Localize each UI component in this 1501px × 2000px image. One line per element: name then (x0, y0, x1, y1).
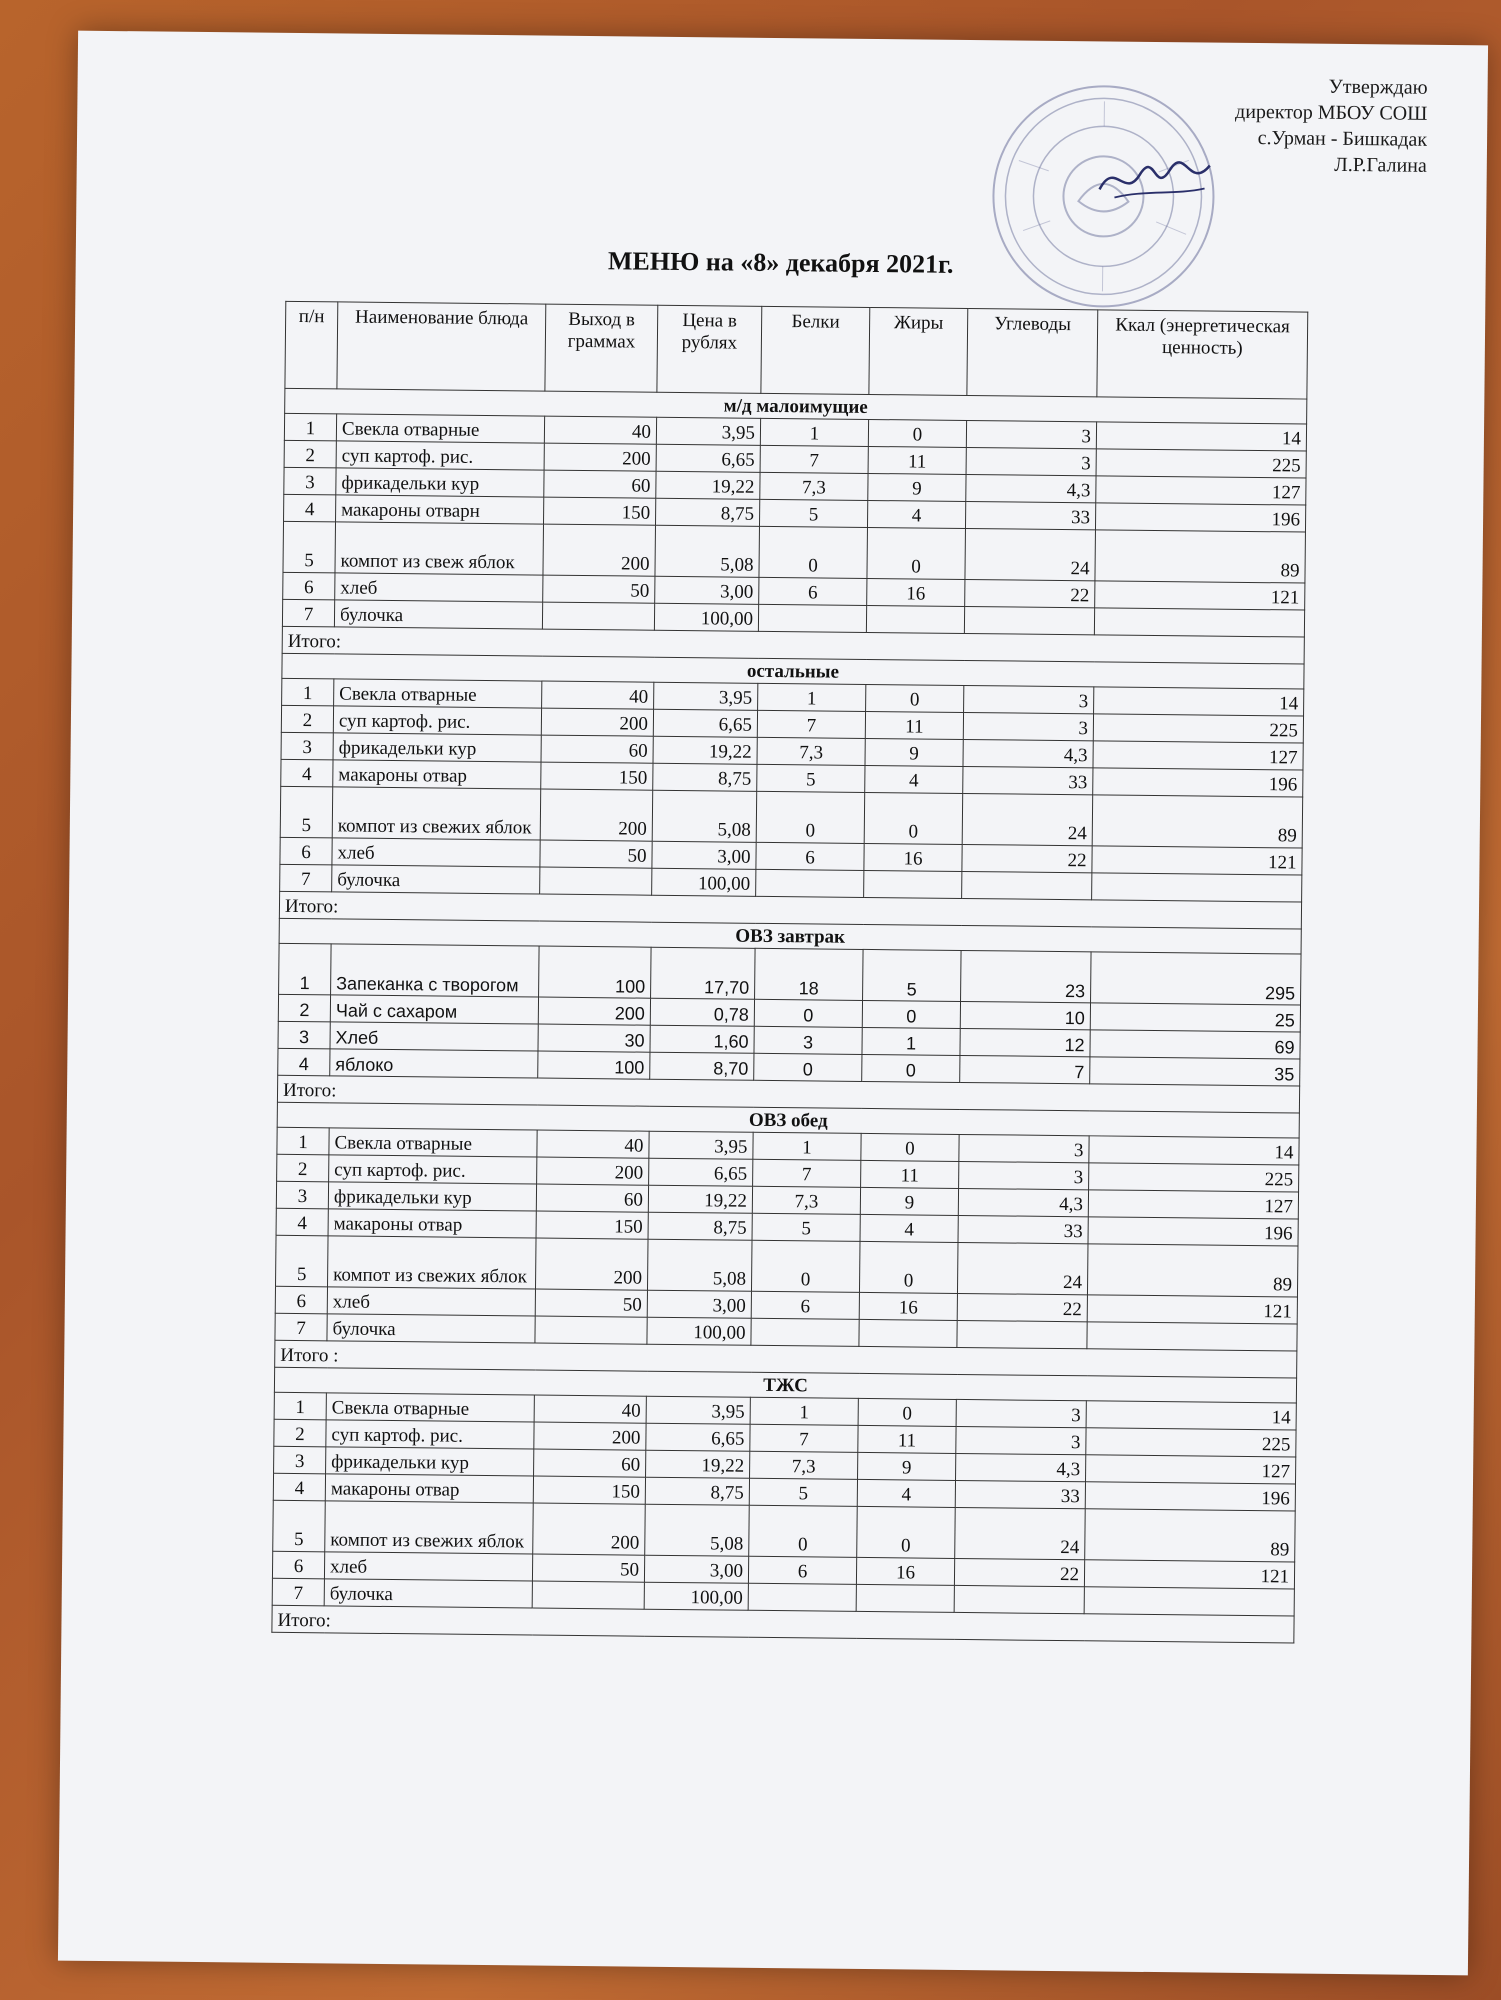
cell-carbs: 4,3 (963, 739, 1093, 767)
approval-line: директор МБОУ СОШ (1234, 100, 1428, 125)
cell-fat: 11 (868, 446, 966, 474)
cell-protein: 0 (759, 526, 868, 578)
cell-num: 3 (281, 732, 333, 760)
cell-price: 8,75 (648, 1212, 752, 1240)
cell-carbs: 3 (956, 1399, 1086, 1427)
header-kcal: Ккал (энергетическая ценность) (1097, 310, 1308, 399)
cell-num: 2 (277, 1154, 329, 1182)
cell-fat: 11 (858, 1425, 956, 1453)
cell-weight: 50 (540, 840, 652, 868)
header-carbs: Углеводы (967, 309, 1098, 397)
cell-kcal: 127 (1086, 1455, 1296, 1484)
cell-name: суп картоф. рис. (333, 706, 541, 735)
cell-protein: 5 (749, 1478, 857, 1506)
cell-protein (748, 1583, 856, 1611)
cell-num: 7 (282, 599, 334, 627)
cell-kcal (1092, 873, 1302, 902)
cell-fat: 16 (867, 578, 965, 606)
cell-carbs: 33 (955, 1480, 1085, 1508)
cell-name: хлеб (327, 1287, 535, 1316)
cell-protein: 5 (759, 499, 867, 527)
cell-fat (859, 1319, 957, 1347)
cell-num: 3 (284, 467, 336, 495)
cell-carbs: 24 (957, 1242, 1088, 1294)
cell-name: хлеб (324, 1552, 532, 1581)
cell-weight: 30 (538, 1024, 650, 1052)
section-title: м/д малоимущие (285, 388, 1307, 424)
cell-name: булочка (334, 600, 542, 629)
cell-fat: 5 (863, 949, 962, 1001)
cell-name: фрикадельки кур (333, 733, 541, 762)
cell-num: 1 (274, 1392, 326, 1420)
cell-kcal: 25 (1090, 1003, 1300, 1032)
cell-kcal: 89 (1092, 795, 1303, 848)
total-label: Итого: (277, 1075, 1299, 1113)
cell-fat: 4 (865, 765, 963, 793)
cell-weight: 200 (541, 708, 653, 736)
cell-weight: 200 (534, 1422, 646, 1450)
cell-carbs: 33 (958, 1215, 1088, 1243)
cell-weight: 100 (539, 946, 652, 998)
cell-price: 8,70 (650, 1052, 754, 1080)
cell-carbs (957, 1320, 1087, 1348)
cell-price: 19,22 (653, 736, 757, 764)
cell-name: суп картоф. рис. (336, 441, 544, 470)
cell-price: 100,00 (652, 868, 756, 896)
cell-protein: 1 (750, 1397, 858, 1425)
section-title: ОВЗ завтрак (279, 918, 1301, 954)
cell-price: 3,95 (646, 1396, 750, 1424)
cell-name: фрикадельки кур (326, 1447, 534, 1476)
cell-carbs: 3 (966, 447, 1096, 475)
cell-price: 3,00 (647, 1290, 751, 1318)
cell-num: 1 (277, 1127, 329, 1155)
cell-name: суп картоф. рис. (329, 1155, 537, 1184)
cell-price: 17,70 (651, 947, 756, 999)
cell-name: компот из свежих яблок (332, 787, 541, 840)
cell-kcal: 14 (1086, 1401, 1296, 1430)
cell-fat: 9 (868, 473, 966, 501)
cell-carbs: 12 (960, 1028, 1090, 1056)
cell-weight: 60 (541, 735, 653, 763)
cell-num: 2 (281, 705, 333, 733)
cell-num: 6 (283, 572, 335, 600)
cell-price: 3,95 (649, 1131, 753, 1159)
table-header-row (285, 301, 1308, 399)
cell-num: 4 (276, 1208, 328, 1236)
approval-line: с.Урман - Бишкадак (1257, 127, 1428, 151)
cell-protein: 7,3 (757, 737, 865, 765)
cell-num: 3 (274, 1446, 326, 1474)
cell-fat (866, 605, 964, 633)
cell-protein: 6 (759, 577, 867, 605)
cell-fat: 16 (856, 1557, 954, 1585)
cell-num: 5 (276, 1235, 329, 1287)
cell-num: 6 (275, 1286, 327, 1314)
cell-kcal: 69 (1090, 1030, 1300, 1059)
cell-weight: 200 (537, 1157, 649, 1185)
cell-num: 3 (278, 1021, 330, 1049)
cell-name: Чай с сахаром (330, 995, 538, 1024)
cell-num: 4 (284, 494, 336, 522)
header-price: Цена в рублях (657, 305, 762, 393)
cell-kcal: 196 (1095, 503, 1305, 532)
cell-carbs: 4,3 (956, 1453, 1086, 1481)
total-label: Итого: (282, 626, 1304, 664)
cell-kcal: 225 (1093, 714, 1303, 743)
director-signature (1094, 149, 1215, 210)
cell-price: 8,75 (645, 1477, 749, 1505)
cell-protein: 5 (752, 1213, 860, 1241)
cell-name: яблоко (330, 1049, 538, 1078)
cell-protein: 0 (756, 791, 865, 843)
cell-name: компот из свежих яблок (328, 1236, 537, 1289)
cell-fat: 0 (858, 1398, 956, 1426)
cell-weight: 200 (540, 789, 653, 841)
cell-carbs: 3 (964, 685, 1094, 713)
cell-num: 5 (283, 521, 336, 573)
cell-num: 4 (278, 1048, 330, 1076)
cell-kcal: 89 (1095, 530, 1306, 583)
cell-fat: 0 (867, 527, 966, 579)
cell-kcal: 121 (1095, 581, 1305, 610)
cell-fat: 4 (857, 1479, 955, 1507)
cell-kcal: 14 (1094, 687, 1304, 716)
cell-fat: 16 (864, 843, 962, 871)
cell-weight: 60 (544, 470, 656, 498)
cell-carbs: 24 (965, 528, 1096, 580)
cell-fat: 0 (861, 1133, 959, 1161)
cell-protein: 5 (757, 764, 865, 792)
approval-line: Утверждаю (1328, 75, 1428, 99)
cell-kcal: 196 (1085, 1482, 1295, 1511)
cell-kcal: 121 (1092, 846, 1302, 875)
cell-carbs: 10 (960, 1001, 1090, 1029)
cell-name: Свекла отварные (329, 1128, 537, 1157)
cell-name: макароны отвар (328, 1209, 536, 1238)
cell-name: хлеб (332, 838, 540, 867)
cell-carbs (964, 606, 1094, 634)
cell-fat: 4 (860, 1214, 958, 1242)
cell-kcal: 89 (1085, 1509, 1296, 1562)
cell-num: 5 (280, 786, 333, 838)
cell-carbs: 4,3 (966, 474, 1096, 502)
cell-price: 100,00 (654, 603, 758, 631)
cell-kcal: 196 (1093, 768, 1303, 797)
cell-fat: 9 (860, 1187, 958, 1215)
cell-name: булочка (324, 1579, 532, 1608)
total-label: Итого : (275, 1340, 1297, 1378)
cell-carbs: 3 (963, 712, 1093, 740)
cell-carbs: 33 (965, 501, 1095, 529)
cell-fat: 1 (862, 1027, 960, 1055)
cell-num: 1 (284, 413, 336, 441)
cell-kcal: 225 (1086, 1428, 1296, 1457)
cell-protein: 6 (756, 842, 864, 870)
cell-kcal: 14 (1096, 422, 1306, 451)
cell-price: 5,08 (655, 525, 760, 577)
menu-table (271, 301, 1308, 1644)
cell-carbs: 3 (966, 420, 1096, 448)
cell-fat: 0 (866, 684, 964, 712)
page-title: МЕНЮ на «8» декабря 2021г. (607, 246, 954, 279)
cell-price: 6,65 (649, 1158, 753, 1186)
cell-fat: 11 (865, 711, 963, 739)
cell-fat: 0 (859, 1241, 958, 1293)
cell-carbs: 22 (965, 579, 1095, 607)
cell-weight: 200 (543, 524, 656, 576)
cell-weight: 40 (544, 416, 656, 444)
cell-kcal: 127 (1088, 1190, 1298, 1219)
cell-price: 3,00 (652, 841, 756, 869)
cell-protein: 1 (758, 683, 866, 711)
cell-num: 3 (276, 1181, 328, 1209)
cell-name: Запеканка с творогом (331, 944, 540, 997)
cell-carbs: 24 (962, 793, 1093, 845)
cell-kcal (1094, 608, 1304, 637)
approval-line: Л.Р.Галина (1334, 153, 1427, 177)
cell-price: 100,00 (644, 1582, 748, 1610)
cell-weight: 200 (535, 1238, 648, 1290)
cell-name: Свекла отварные (326, 1393, 534, 1422)
cell-weight: 50 (535, 1289, 647, 1317)
cell-price: 0,78 (650, 998, 754, 1026)
cell-num: 5 (273, 1500, 326, 1552)
cell-weight: 60 (534, 1449, 646, 1477)
cell-num: 4 (281, 759, 333, 787)
cell-kcal: 225 (1096, 449, 1306, 478)
cell-name: фрикадельки кур (336, 468, 544, 497)
cell-protein: 0 (751, 1240, 860, 1292)
cell-protein: 7 (750, 1424, 858, 1452)
cell-fat: 11 (861, 1160, 959, 1188)
cell-name: Хлеб (330, 1022, 538, 1051)
cell-name: Свекла отварные (336, 414, 544, 443)
cell-kcal: 127 (1093, 741, 1303, 770)
cell-price: 1,60 (650, 1025, 754, 1053)
cell-weight: 40 (534, 1395, 646, 1423)
header-fat: Жиры (869, 307, 968, 395)
cell-name: компот из свежих яблок (325, 1501, 534, 1554)
cell-protein: 7 (760, 445, 868, 473)
cell-price: 5,08 (647, 1239, 752, 1291)
cell-price: 100,00 (647, 1317, 751, 1345)
cell-price: 3,95 (654, 682, 758, 710)
header-name: Наименование блюда (337, 302, 546, 391)
cell-protein: 1 (753, 1132, 861, 1160)
cell-name: булочка (327, 1314, 535, 1343)
cell-kcal: 196 (1088, 1217, 1298, 1246)
cell-weight: 40 (537, 1130, 649, 1158)
cell-num: 1 (282, 678, 334, 706)
cell-num: 7 (272, 1578, 324, 1606)
cell-protein: 7,3 (760, 472, 868, 500)
section-title: остальные (282, 653, 1304, 689)
cell-name: хлеб (335, 573, 543, 602)
menu-table-body (272, 388, 1307, 1643)
cell-protein: 18 (755, 948, 864, 1000)
cell-protein (756, 869, 864, 897)
cell-carbs: 22 (957, 1293, 1087, 1321)
cell-kcal: 121 (1084, 1560, 1294, 1589)
cell-fat: 9 (865, 738, 963, 766)
total-label: Итого: (272, 1605, 1294, 1643)
cell-weight: 200 (538, 997, 650, 1025)
cell-weight: 150 (544, 497, 656, 525)
cell-kcal: 225 (1089, 1163, 1299, 1192)
cell-num: 7 (275, 1313, 327, 1341)
cell-name: макароны отвар (333, 760, 541, 789)
cell-carbs (954, 1585, 1084, 1613)
cell-fat: 0 (857, 1506, 956, 1558)
cell-kcal: 121 (1087, 1295, 1297, 1324)
cell-protein: 1 (760, 418, 868, 446)
cell-weight: 100 (538, 1051, 650, 1079)
cell-fat (856, 1584, 954, 1612)
cell-protein: 6 (748, 1556, 856, 1584)
header-weight: Выход в граммах (545, 304, 658, 392)
cell-carbs: 3 (956, 1426, 1086, 1454)
cell-price: 19,22 (646, 1450, 750, 1478)
cell-protein: 0 (749, 1505, 858, 1557)
cell-fat: 9 (858, 1452, 956, 1480)
cell-protein: 3 (754, 1026, 862, 1054)
cell-num: 6 (280, 837, 332, 865)
cell-carbs: 22 (954, 1558, 1084, 1586)
cell-weight: 200 (544, 443, 656, 471)
cell-carbs: 23 (961, 950, 1092, 1002)
cell-num: 2 (284, 440, 336, 468)
cell-name: Свекла отварные (334, 679, 542, 708)
cell-kcal: 14 (1089, 1136, 1299, 1165)
cell-price: 5,08 (652, 790, 757, 842)
cell-protein: 7 (757, 710, 865, 738)
cell-name: фрикадельки кур (328, 1182, 536, 1211)
cell-fat: 0 (864, 792, 963, 844)
cell-num: 1 (279, 943, 332, 995)
cell-protein: 7,3 (750, 1451, 858, 1479)
cell-weight: 200 (533, 1503, 646, 1555)
cell-price: 6,65 (656, 444, 760, 472)
cell-fat: 0 (868, 419, 966, 447)
cell-protein (758, 604, 866, 632)
section-title: ОВЗ обед (277, 1102, 1299, 1138)
cell-protein (751, 1318, 859, 1346)
cell-carbs: 4,3 (958, 1188, 1088, 1216)
cell-name: макароны отварн (336, 495, 544, 524)
cell-num: 6 (272, 1551, 324, 1579)
cell-kcal: 89 (1087, 1244, 1298, 1297)
cell-kcal (1084, 1587, 1294, 1616)
cell-protein: 0 (754, 999, 862, 1027)
cell-kcal: 127 (1096, 476, 1306, 505)
cell-weight: 150 (541, 762, 653, 790)
cell-name: суп картоф. рис. (326, 1420, 534, 1449)
cell-kcal: 35 (1090, 1057, 1300, 1086)
cell-carbs: 3 (959, 1134, 1089, 1162)
document-page (58, 31, 1488, 1976)
cell-protein: 6 (751, 1291, 859, 1319)
cell-price: 6,65 (646, 1423, 750, 1451)
header-num: п/н (285, 301, 338, 389)
cell-weight: 150 (533, 1476, 645, 1504)
cell-price: 19,22 (648, 1185, 752, 1213)
cell-protein: 7,3 (752, 1186, 860, 1214)
cell-weight: 50 (543, 575, 655, 603)
cell-price: 8,75 (655, 498, 759, 526)
cell-kcal: 295 (1091, 952, 1302, 1005)
cell-carbs: 7 (960, 1055, 1090, 1083)
cell-weight: 40 (542, 681, 654, 709)
cell-carbs: 24 (955, 1507, 1086, 1559)
cell-price: 3,00 (655, 576, 759, 604)
cell-fat: 0 (862, 1054, 960, 1082)
cell-weight (535, 1316, 647, 1344)
cell-price: 8,75 (653, 763, 757, 791)
total-label: Итого: (279, 891, 1301, 929)
cell-fat: 16 (859, 1292, 957, 1320)
cell-carbs: 22 (962, 844, 1092, 872)
cell-num: 4 (273, 1473, 325, 1501)
cell-weight (540, 867, 652, 895)
cell-price: 3,00 (644, 1555, 748, 1583)
cell-price: 6,65 (653, 709, 757, 737)
cell-weight: 50 (532, 1554, 644, 1582)
cell-fat: 4 (867, 500, 965, 528)
section-title: ТЖС (274, 1367, 1296, 1403)
cell-protein: 0 (754, 1053, 862, 1081)
cell-carbs: 3 (959, 1161, 1089, 1189)
cell-carbs: 33 (963, 766, 1093, 794)
cell-kcal (1087, 1322, 1297, 1351)
cell-price: 3,95 (656, 417, 760, 445)
header-protein: Белки (761, 306, 870, 394)
cell-fat (864, 870, 962, 898)
cell-weight (532, 1581, 644, 1609)
cell-num: 2 (278, 994, 330, 1022)
cell-name: булочка (332, 865, 540, 894)
cell-name: компот из свеж яблок (335, 522, 544, 575)
cell-weight (542, 602, 654, 630)
approval-block (1234, 73, 1427, 179)
cell-fat: 0 (862, 1000, 960, 1028)
cell-protein: 7 (753, 1159, 861, 1187)
cell-weight: 150 (536, 1211, 648, 1239)
cell-num: 2 (274, 1419, 326, 1447)
cell-price: 19,22 (656, 471, 760, 499)
cell-carbs (962, 871, 1092, 899)
cell-name: макароны отвар (325, 1474, 533, 1503)
cell-weight: 60 (536, 1184, 648, 1212)
cell-price: 5,08 (645, 1504, 750, 1556)
cell-num: 7 (280, 864, 332, 892)
